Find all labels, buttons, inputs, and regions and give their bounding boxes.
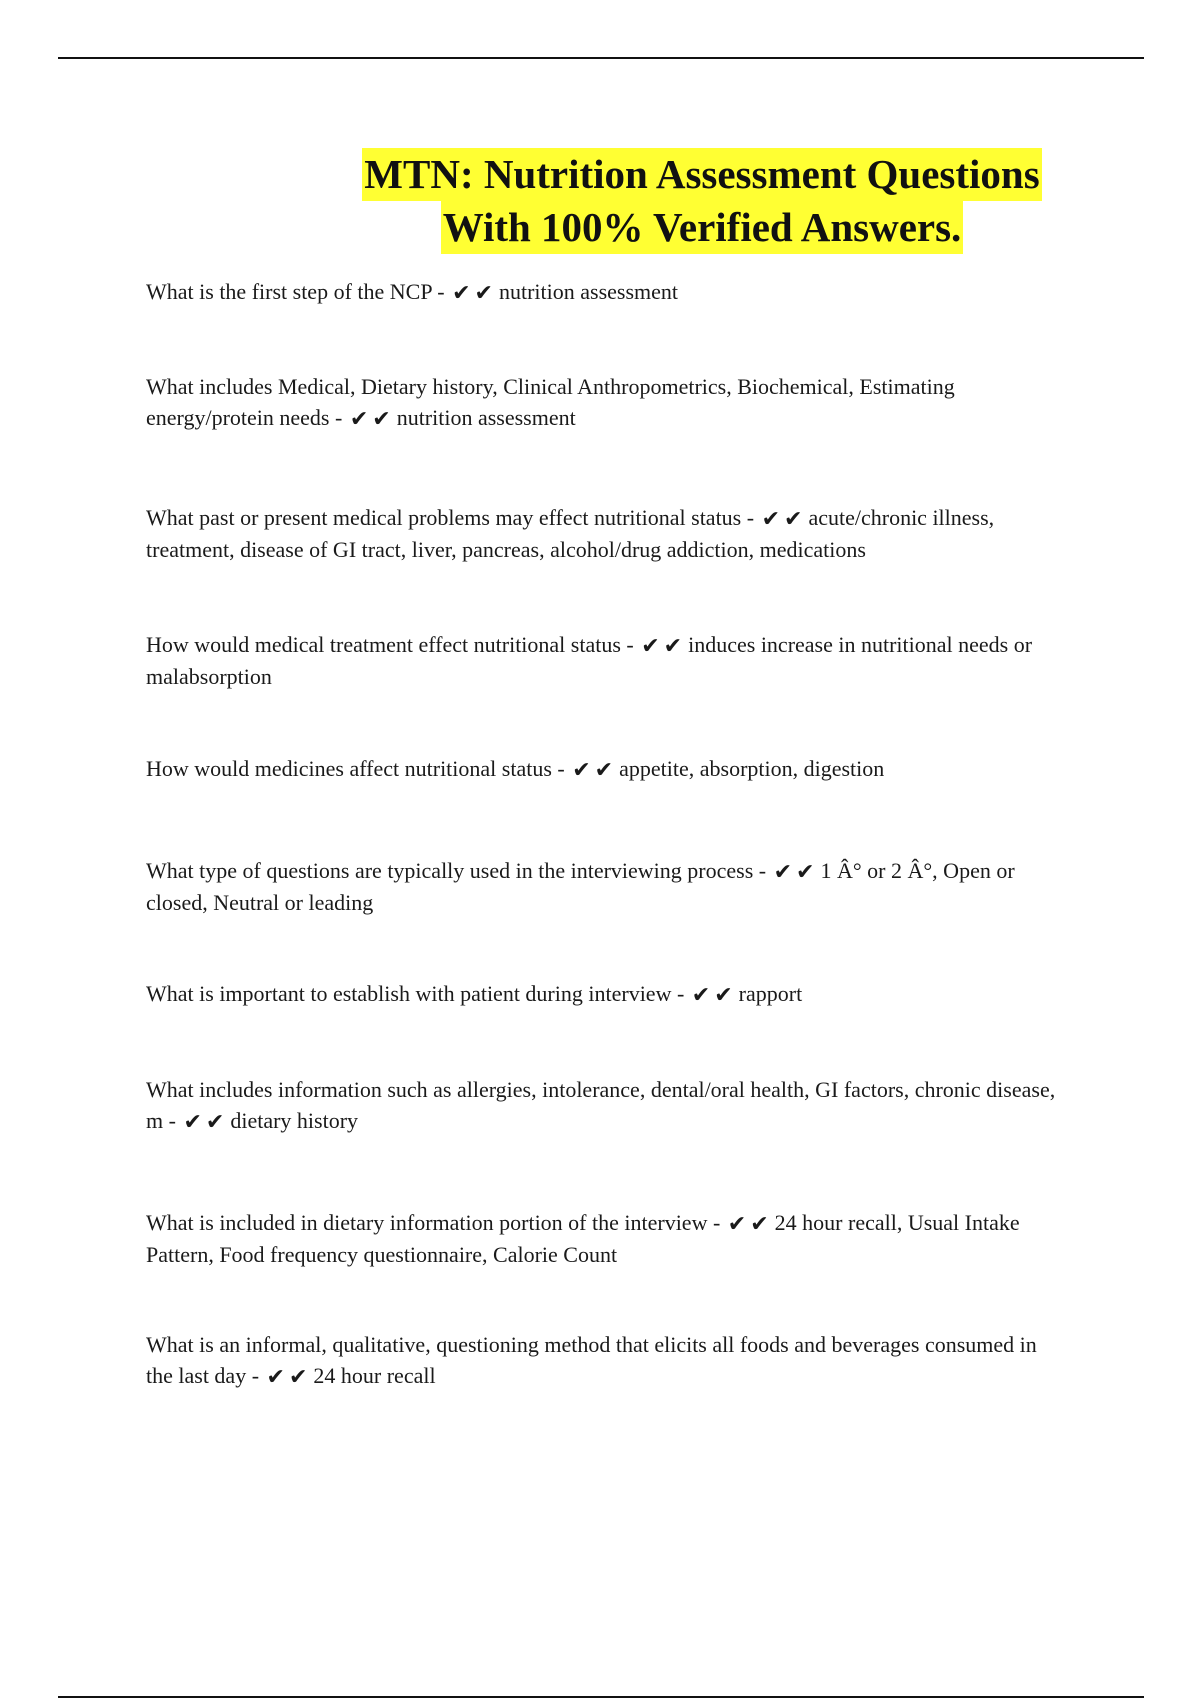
question-text: How would medicines affect nutritional status [146, 756, 552, 781]
check-marks [762, 503, 807, 534]
question-text: What type of questions are typically used in the interviewing process [146, 858, 754, 883]
check-marks [350, 403, 395, 434]
separator: - [551, 756, 571, 781]
separator: - [707, 1210, 726, 1235]
check-mark-icon: ✔ [691, 983, 711, 1008]
question-text: What past or present medical problems may effect nutritional status [146, 505, 742, 530]
check-marks [183, 1106, 228, 1137]
qa-item [146, 753, 1066, 785]
separator: - [671, 981, 690, 1006]
question-text: What is important to establish with patient during interview [146, 981, 672, 1006]
check-mark-icon: ✔ [266, 1365, 285, 1390]
answer-text: nutrition assessment [498, 279, 679, 304]
question-text: What includes information such as allergies, intolerance, dental/oral health, GI factors, chronic disease, m [146, 1077, 1056, 1133]
answer-text: nutrition assessment [396, 405, 576, 430]
question-text: What includes Medical, Dietary history, Clinical Anthropometrics, Biochemical, Estimating energy/protein needs [146, 374, 955, 430]
separator: - [163, 1108, 182, 1133]
answer-text: 24 hour recall [313, 1363, 436, 1388]
check-mark-icon: ✔ [183, 1110, 202, 1135]
question-text: How would medical treatment effect nutritional status [146, 632, 621, 657]
check-mark-icon: ✔ [594, 758, 614, 783]
check-marks [641, 630, 686, 661]
qa-item [146, 276, 1066, 308]
check-marks [267, 1361, 312, 1392]
answer-text: appetite, absorption, digestion [619, 756, 885, 781]
answer-text: 24 hour recall, Usual Intake Pattern, Food frequency questionnaire, Calorie Count [146, 1210, 1020, 1267]
qa-item [146, 978, 1066, 1010]
check-mark-icon: ✔ [714, 983, 733, 1008]
check-marks [692, 979, 737, 1010]
check-mark-icon: ✔ [372, 407, 391, 432]
check-marks [728, 1208, 773, 1239]
separator: - [753, 858, 772, 883]
question-text: What is included in dietary information portion of the interview [146, 1210, 708, 1235]
check-marks [774, 856, 819, 887]
check-marks [452, 277, 497, 308]
answer-text: dietary history [230, 1108, 359, 1133]
question-text: What is the first step of the NCP [146, 279, 432, 304]
title-line-2: With 100% Verified Answers. [441, 201, 964, 254]
separator: - [741, 505, 760, 530]
check-mark-icon: ✔ [773, 860, 793, 885]
separator: - [620, 632, 640, 657]
check-mark-icon: ✔ [750, 1212, 769, 1237]
question-text: What is an informal, qualitative, questioning method that elicits all foods and beverages consumed in the last day [146, 1332, 1037, 1388]
qa-item [146, 1074, 1066, 1137]
title-line-1: MTN: Nutrition Assessment Questions [362, 148, 1041, 201]
qa-item [146, 629, 1066, 692]
qa-item [146, 855, 1066, 918]
qa-item [146, 1207, 1066, 1270]
check-mark-icon: ✔ [452, 281, 471, 306]
check-mark-icon: ✔ [761, 507, 781, 532]
check-mark-icon: ✔ [727, 1212, 747, 1237]
separator: - [431, 279, 451, 304]
check-mark-icon: ✔ [796, 860, 815, 885]
document-title [0, 148, 1200, 254]
answer-text: 1 Â° or 2 Â°, Open or closed, Neutral or leading [146, 858, 1015, 915]
check-mark-icon: ✔ [205, 1110, 225, 1135]
bottom-rule [58, 1696, 1144, 1698]
answer-text: acute/chronic illness, treatment, disease of GI tract, liver, pancreas, alcohol/drug addiction, medications [146, 505, 995, 562]
check-mark-icon: ✔ [572, 758, 591, 783]
separator: - [329, 405, 348, 430]
top-rule [58, 57, 1144, 59]
check-mark-icon: ✔ [474, 281, 493, 306]
answer-text: rapport [738, 981, 803, 1006]
separator: - [246, 1363, 265, 1388]
qa-item [146, 1329, 1066, 1392]
qa-item [146, 371, 1066, 434]
check-marks [572, 754, 617, 785]
answer-text: induces increase in nutritional needs or malabsorption [146, 632, 1033, 689]
check-mark-icon: ✔ [288, 1365, 308, 1390]
check-mark-icon: ✔ [349, 407, 369, 432]
check-mark-icon: ✔ [784, 507, 803, 532]
check-mark-icon: ✔ [663, 634, 683, 659]
check-mark-icon: ✔ [641, 634, 660, 659]
qa-item [146, 502, 1066, 565]
